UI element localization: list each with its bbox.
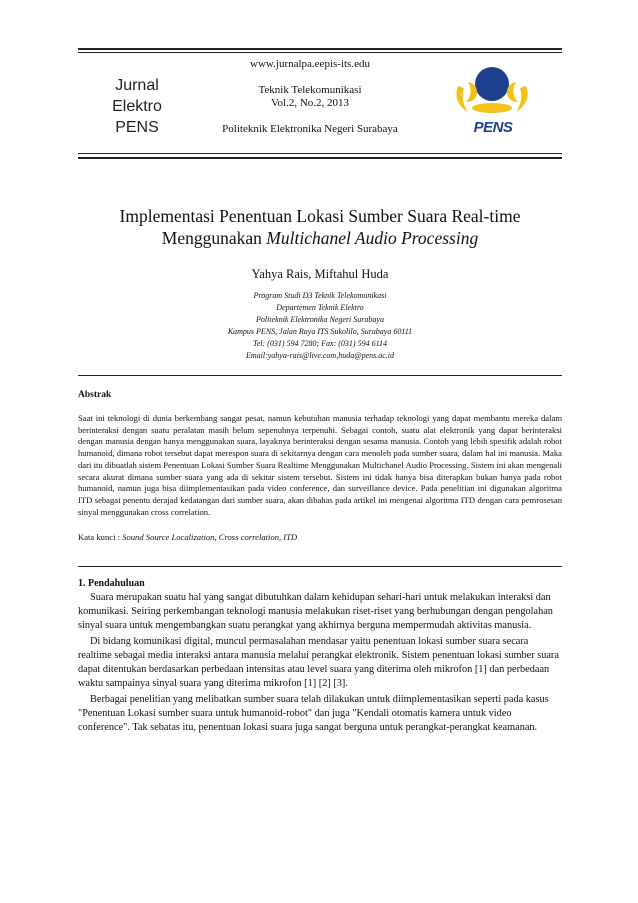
keywords-label: Kata kunci : bbox=[78, 532, 123, 542]
keywords bbox=[78, 532, 562, 542]
affiliation-line: Tel: (031) 594 7280; Fax: (031) 594 6114 bbox=[253, 339, 387, 348]
journal-name-line3: PENS bbox=[115, 119, 159, 136]
journal-volume: Vol.2, No.2, 2013 bbox=[270, 97, 350, 109]
journal-website[interactable]: www.jurnalpa.eepis-its.edu bbox=[250, 58, 370, 70]
section-top-rule bbox=[78, 566, 562, 567]
journal-name-line2: Elektro bbox=[112, 98, 162, 115]
affiliation-line: Program Studi D3 Teknik Telekomunikasi bbox=[253, 291, 387, 300]
section-heading: 1. Pendahuluan bbox=[78, 578, 145, 589]
affiliation-line: Kampus PENS, Jalan Raya ITS Sukolilo, Surabaya 60111 bbox=[227, 327, 413, 336]
paragraph: Suara merupakan suatu hal yang sangat dibutuhkan dalam kehidupan sehari-hari untuk melakukan interaksi dan komunikasi. Seiring perkembangan teknologi manusia melakukan riset-riset yang berhubungan dengan pengolahan sinyal suara untuk mengembangkan suatu perangkat yang akhirnya berguna mempermudah aktivitas manusia. bbox=[78, 592, 553, 631]
paper-title-line1: Implementasi Penentuan Lokasi Sumber Suara Real-time bbox=[119, 206, 521, 226]
paper-title-line2: Menggunakan Multichanel Audio Processing bbox=[161, 228, 479, 248]
keywords-list: Sound Source Localization, Cross correlation, ITD bbox=[122, 532, 298, 542]
affiliation-line: Departemen Teknik Elektro bbox=[276, 303, 364, 312]
paragraph: Berbagai penelitian yang melibatkan sumber suara telah dilakukan untuk diimplementasikan seperti pada kasus "Penentuan Lokasi sumber suara untuk humanoid-robot" dan juga "Kendali otomatis kamera untuk video conference". Tak sebatas itu, penentuan lokasi suara juga sangat berguna untuk perangkat-perangkat keamanan. bbox=[78, 694, 549, 733]
header-info bbox=[200, 58, 420, 136]
section-body bbox=[78, 591, 562, 735]
journal-name bbox=[92, 75, 182, 138]
pens-logo-icon bbox=[448, 62, 538, 142]
affiliation-line: Politeknik Elektronika Negeri Surabaya bbox=[256, 315, 384, 324]
header-top-rule bbox=[78, 48, 562, 50]
pens-logo-text: PENS bbox=[473, 119, 513, 136]
paragraph: Di bidang komunikasi digital, muncul permasalahan mendasar yaitu penentuan lokasi sumber suara secara realtime sebagai media interaksi antara manusia melalui perangkat elektronik. Sistem penentuan lokasi sumber suara dapat ditentukan berdasarkan perbedaan intensitas atau level suara yang diterima oleh mikrofon [1] dan perbedaan waktu sampainya sinyal suara yang diterima mikrofon [1] [2] [3]. bbox=[78, 636, 559, 689]
journal-institution: Politeknik Elektronika Negeri Surabaya bbox=[222, 123, 398, 135]
journal-name-line1: Jurnal bbox=[115, 77, 159, 94]
abstract-top-rule bbox=[78, 375, 562, 376]
header-top-rule-thin bbox=[78, 52, 562, 53]
header-bottom-rule bbox=[78, 157, 562, 159]
paper-authors: Yahya Rais, Miftahul Huda bbox=[251, 267, 389, 281]
paper-title bbox=[80, 205, 560, 249]
header-bottom-rule-thin bbox=[78, 153, 562, 154]
abstract-body: Saat ini teknologi di dunia berkembang sangat pesat, namun kebutuhan manusia terhadap teknologi yang dapat membantu mereka dalam berinteraksi dengan suatu peralatan masih belum sepenuhnya terpenuhi. Sebagai contoh, suatu alat elektronik yang dapat berinteraksi dengan manusia dengan hanya menggunakan suara, layaknya berinteraksi dengan sesama manusia. Contoh yang lebih spesifik adalah robot humanoid, dimana robot tersebut dapat merespon suara di sekitarnya dengan cara menoleh pada sumber suara, dalam hal ini manusia. Maka dari itu dibuatlah sistem Penentuan Lokasi Sumber Suara Realtime Menggunakan Multichanel Audio Processing. Sistem ini akan mengenali secara akurat dimana sumber suara yang ada di sekitar sistem tersebut. Sistem ini tidak hanya bisa diterapkan bukan hanya pada robot humanoid, namun juga bisa diimplementasikan pada video conference, dan surveillance device. Pada penelitian ini digunakan algoritma ITD sebagai penentu derajad kedatangan dari sumber suara, akan dibahas pada artikel ini mengenai algoritma ITD dengan cara pemrosesan sinyal menggunakan cross correlation. bbox=[78, 413, 562, 517]
journal-department: Teknik Telekomunikasi bbox=[258, 84, 362, 96]
affiliation bbox=[80, 290, 560, 362]
affiliation-email[interactable]: Email:yahya-rais@live.com,huda@pens.ac.id bbox=[245, 351, 395, 360]
abstract-heading: Abstrak bbox=[78, 390, 112, 400]
